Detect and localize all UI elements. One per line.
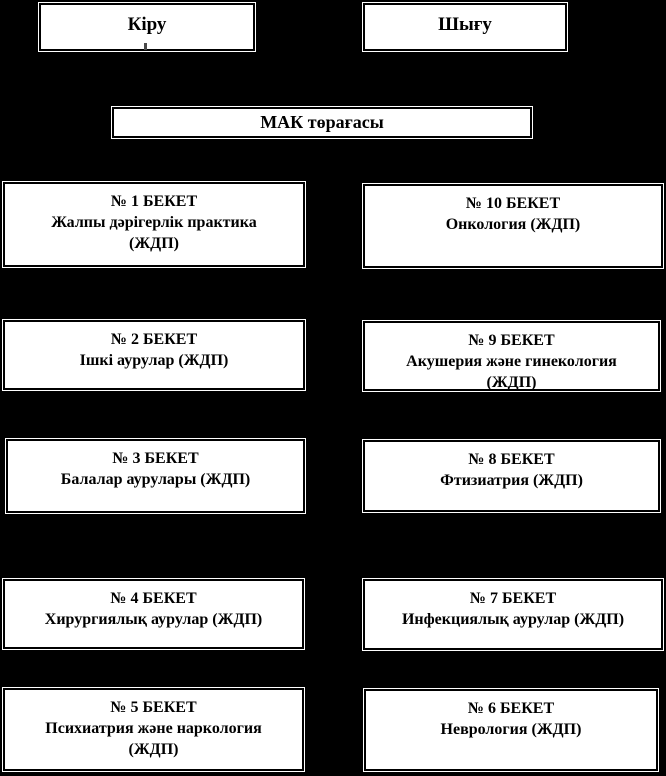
station-box-5	[3, 688, 304, 771]
station-text: № 5 БЕКЕТ Психиатрия және наркология (ЖДП)	[45, 699, 262, 758]
station-text: № 2 БЕКЕТ Ішкі аурулар (ЖДП)	[79, 331, 229, 369]
station-box-8	[363, 440, 660, 512]
station-text: № 6 БЕКЕТ Неврология (ЖДП)	[440, 700, 582, 738]
chair-box	[112, 107, 532, 138]
station-text: № 1 БЕКЕТ Жалпы дәрігерлік практика (ЖДП)	[51, 193, 257, 252]
station-box-3	[6, 439, 305, 513]
station-text: № 9 БЕКЕТ Акушерия және гинекология (ЖДП)	[406, 332, 617, 391]
station-box-1	[3, 182, 305, 267]
station-text: № 8 БЕКЕТ Фтизиатрия (ЖДП)	[440, 451, 583, 489]
station-box-10	[363, 184, 663, 268]
station-box-7	[363, 579, 663, 650]
station-text: № 3 БЕКЕТ Балалар аурулары (ЖДП)	[60, 450, 251, 488]
station-box-6	[364, 689, 658, 771]
connector-tick	[144, 43, 147, 50]
entry-label: Кіру	[127, 14, 167, 35]
exit-box	[363, 3, 567, 51]
station-text: № 4 БЕКЕТ Хирургиялық аурулар (ЖДП)	[44, 590, 263, 628]
chair-label: МАК төрағасы	[260, 112, 384, 132]
station-box-9	[363, 321, 660, 391]
station-box-2	[3, 320, 305, 390]
station-text: № 10 БЕКЕТ Онкология (ЖДП)	[445, 195, 581, 233]
station-text: № 7 БЕКЕТ Инфекциялық аурулар (ЖДП)	[401, 590, 625, 628]
station-box-4	[3, 579, 304, 649]
entry-box	[39, 3, 255, 51]
exit-label: Шығу	[438, 14, 492, 35]
